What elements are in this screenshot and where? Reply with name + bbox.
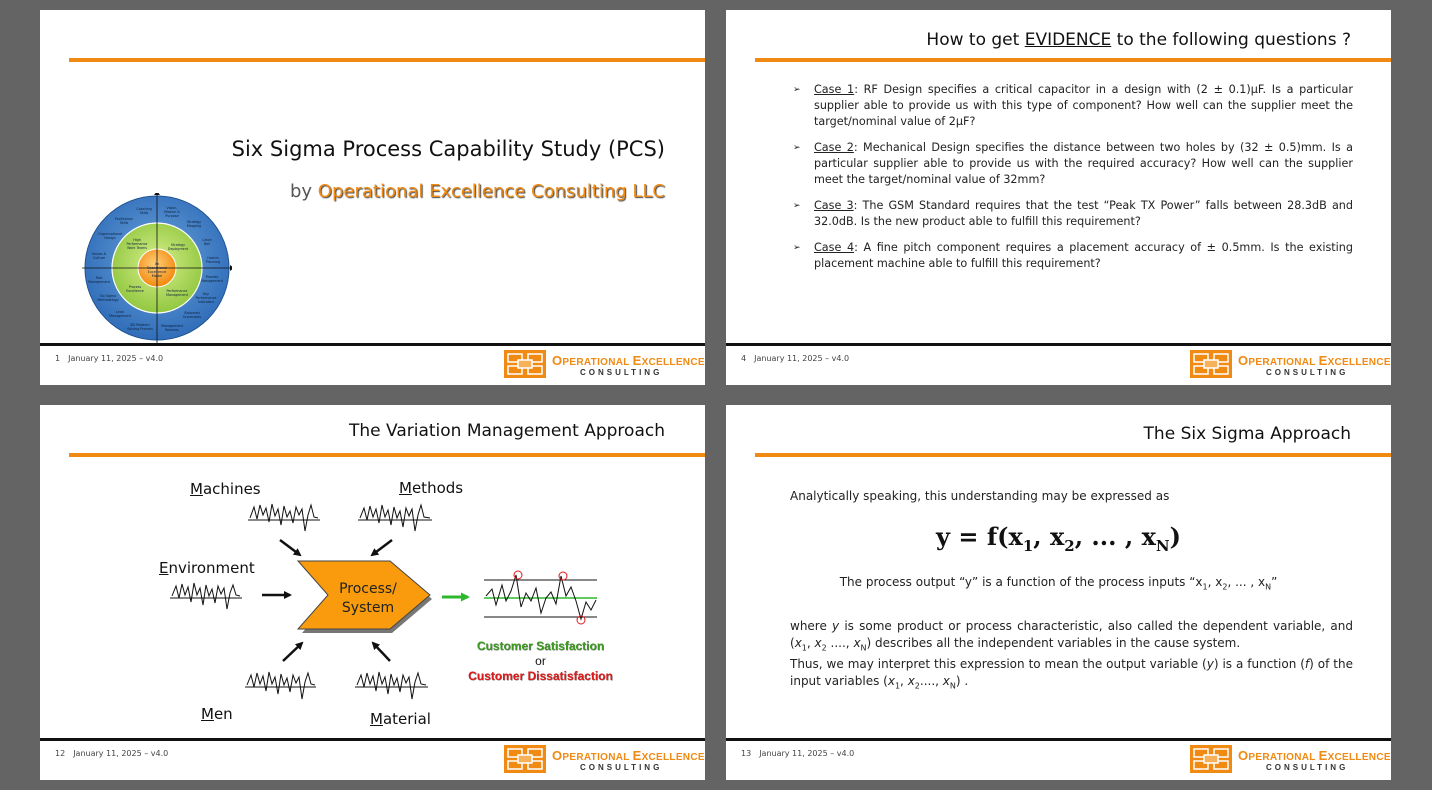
men-signal-icon	[245, 672, 316, 699]
svg-text:Management: Management	[109, 314, 131, 318]
svg-text:Coaching: Coaching	[136, 207, 152, 211]
svg-text:Indicators: Indicators	[197, 300, 215, 304]
slide-number: 1	[55, 354, 61, 363]
variation-diagram	[40, 405, 705, 740]
footer-info	[741, 354, 849, 363]
footer-date: January 11, 2025 – v4.0	[759, 749, 855, 758]
svg-text:Process: Process	[128, 285, 142, 289]
orange-rule	[755, 453, 1391, 457]
orange-rule	[69, 58, 705, 62]
footer-rule	[40, 738, 705, 741]
footer-date: January 11, 2025 – v4.0	[73, 749, 169, 758]
orange-rule	[755, 58, 1391, 62]
footer-rule	[726, 738, 1391, 741]
factor-material: Material	[370, 710, 431, 728]
factor-machines: Machines	[190, 480, 261, 498]
footer-info	[741, 749, 854, 758]
slide-title: How to get EVIDENCE to the following questions ?	[926, 30, 1351, 50]
logo-tagline: CONSULTING	[580, 368, 663, 377]
methods-signal-icon	[358, 505, 432, 531]
case-list	[793, 82, 1353, 282]
footer-rule	[40, 343, 705, 346]
company-logo	[504, 745, 704, 775]
svg-text:Strategy: Strategy	[186, 220, 202, 224]
footer-info	[55, 354, 163, 363]
slide-number: 12	[55, 749, 66, 758]
slide-title: Six Sigma Process Capability Study (PCS)	[231, 137, 665, 161]
svg-text:Vision,: Vision,	[166, 206, 178, 210]
svg-text:Performance: Performance	[195, 296, 217, 300]
svg-text:Skills: Skills	[119, 221, 129, 225]
formula: $y = f(x_1$, $x_2$, ... , $x_N$)	[936, 522, 1181, 555]
by-label: by	[289, 181, 318, 202]
material-arrow-icon	[373, 643, 390, 661]
factor-men: Men	[201, 705, 233, 723]
svg-text:Management: Management	[161, 324, 183, 328]
logo-wordmark: OPERATIONAL EXCELLENCE	[552, 748, 705, 763]
factor-methods: Methods	[399, 479, 464, 497]
svg-text:Mapping: Mapping	[186, 224, 202, 228]
or-label: or	[535, 654, 546, 668]
footer-rule	[726, 343, 1391, 346]
list-item: ➢ Case 2: Mechanical Design specifies the distance between two holes by (32 ± 0.5)mm. Is a particular supplier able to provide us with the required accuracy? How well can the supplier meet the target/nominal value of 32mm?	[793, 141, 1353, 186]
svg-text:Management: Management	[88, 280, 110, 284]
svg-text:Culture: Culture	[92, 256, 106, 260]
arrow-bullet-icon: ➢	[793, 85, 801, 95]
operational-excellence-wheel	[82, 193, 232, 343]
svg-text:Operational: Operational	[146, 266, 168, 270]
svg-text:Balanced: Balanced	[184, 311, 200, 315]
svg-text:Skills: Skills	[139, 211, 149, 215]
process-system-label: Process/ System	[339, 581, 397, 616]
svg-text:Design: Design	[104, 236, 116, 240]
svg-text:Risk: Risk	[95, 276, 103, 280]
logo-tagline: CONSULTING	[1266, 368, 1349, 377]
wheel-center-label: An	[154, 262, 160, 266]
svg-text:Performance: Performance	[166, 289, 188, 293]
logo-wordmark: OPERATIONAL EXCELLENCE	[1238, 353, 1391, 368]
org-name: Operational Excellence Consulting LLC	[317, 181, 665, 202]
logo-mark-icon	[504, 745, 546, 773]
svg-text:Excellence: Excellence	[126, 289, 144, 293]
svg-text:Catch: Catch	[202, 238, 212, 242]
svg-text:Model: Model	[151, 274, 163, 278]
svg-text:High: High	[133, 238, 141, 242]
factor-environment: Environment	[159, 559, 255, 577]
logo-tagline: CONSULTING	[1266, 763, 1349, 772]
logo-wordmark: OPERATIONAL EXCELLENCE	[1238, 748, 1391, 763]
slide-title: The Variation Management Approach	[348, 421, 665, 441]
svg-text:Purpose: Purpose	[165, 214, 179, 218]
evidence-word: EVIDENCE	[1024, 30, 1112, 50]
list-item: ➢ Case 4: A fine pitch component requires a placement accuracy of ± 0.5mm. Is the existing placement machine able to fulfill this requirement?	[793, 241, 1353, 270]
svg-text:Planning: Planning	[205, 260, 221, 264]
company-logo	[1190, 745, 1390, 775]
svg-text:Work Teams: Work Teams	[127, 246, 147, 250]
svg-text:Lean: Lean	[116, 310, 124, 314]
svg-text:Reviews: Reviews	[165, 328, 179, 332]
arrow-bullet-icon: ➢	[793, 201, 801, 211]
slide-1[interactable]	[40, 10, 705, 385]
svg-text:Performance: Performance	[126, 242, 148, 246]
svg-text:Six Sigma: Six Sigma	[99, 294, 117, 298]
svg-text:Ball: Ball	[203, 242, 211, 246]
intro-text: Analytically speaking, this understanding may be expressed as	[790, 489, 1170, 503]
company-logo	[1190, 350, 1390, 380]
svg-text:Mission &: Mission &	[164, 210, 180, 214]
footer-date: January 11, 2025 – v4.0	[754, 354, 850, 363]
environment-signal-icon	[170, 583, 242, 609]
logo-mark-icon	[1190, 745, 1232, 773]
logo-wordmark: OPERATIONAL EXCELLENCE	[552, 353, 705, 368]
slide-title: The Six Sigma Approach	[1143, 424, 1351, 444]
svg-text:Facilitation: Facilitation	[115, 217, 133, 221]
list-item: ➢ Case 1: RF Design specifies a critical capacitor in a design with (2 ± 0.1)µF. Is a particular supplier able to provide us with this type of component? How well can the supplier meet the target/nominal value of 2µF?	[793, 83, 1353, 128]
paragraph-2: Thus, we may interpret this expression to mean the output variable (y) is a function (f) of the input variables ($x_1$, $x_2$...., $x_N$) .	[790, 657, 1353, 691]
footer-date: January 11, 2025 – v4.0	[68, 354, 164, 363]
svg-text:Values &: Values &	[91, 252, 107, 256]
svg-text:Excellence: Excellence	[147, 270, 167, 274]
slide-12[interactable]	[40, 405, 705, 780]
control-chart-icon	[484, 571, 597, 624]
machines-signal-icon	[248, 504, 320, 531]
svg-text:Solving Process: Solving Process	[127, 327, 153, 331]
svg-text:Key: Key	[203, 292, 209, 296]
logo-mark-icon	[1190, 350, 1232, 378]
slide-4[interactable]	[726, 10, 1391, 385]
machines-arrow-icon	[280, 540, 300, 555]
slide-number: 13	[741, 749, 752, 758]
slide-13[interactable]	[726, 405, 1391, 780]
men-arrow-icon	[283, 643, 302, 661]
arrow-bullet-icon: ➢	[793, 143, 801, 153]
svg-text:Deployment: Deployment	[167, 247, 189, 251]
svg-text:Hoshin: Hoshin	[207, 256, 219, 260]
slide-number: 4	[741, 354, 747, 363]
svg-text:Methodology: Methodology	[97, 298, 119, 302]
logo-mark-icon	[504, 350, 546, 378]
material-signal-icon	[355, 672, 428, 699]
svg-text:Scorecards: Scorecards	[182, 315, 202, 319]
methods-arrow-icon	[372, 540, 392, 555]
list-item: ➢ Case 3: The GSM Standard requires that the test “Peak TX Power” falls between 28.3dB and 32.0dB. Is the new product able to fulfill this requirement?	[793, 199, 1353, 228]
paragraph-1: where y is some product or process characteristic, also called the dependent variable, and ($x_1$, $x_2$ ...., $x_N$) describes all the independent variables in the cause system.	[790, 619, 1353, 653]
svg-text:Management: Management	[201, 279, 223, 283]
company-logo	[504, 350, 704, 380]
logo-tagline: CONSULTING	[580, 763, 663, 772]
svg-text:8D Problem: 8D Problem	[130, 323, 150, 327]
svg-text:Strategy: Strategy	[170, 243, 186, 247]
svg-text:Organizational: Organizational	[97, 232, 123, 236]
customer-dissatisfaction: Customer Dissatisfaction	[468, 669, 613, 683]
svg-text:Management: Management	[166, 293, 188, 297]
arrow-bullet-icon: ➢	[793, 243, 801, 253]
slide-subtitle	[290, 181, 665, 202]
customer-satisfaction: Customer Satisfaction	[476, 639, 605, 653]
svg-text:Process: Process	[205, 275, 219, 279]
footer-info	[55, 749, 168, 758]
formula-caption: The process output “y” is a function of the process inputs “$x_1$, $x_2$, ... , $x_N$”	[839, 575, 1278, 592]
